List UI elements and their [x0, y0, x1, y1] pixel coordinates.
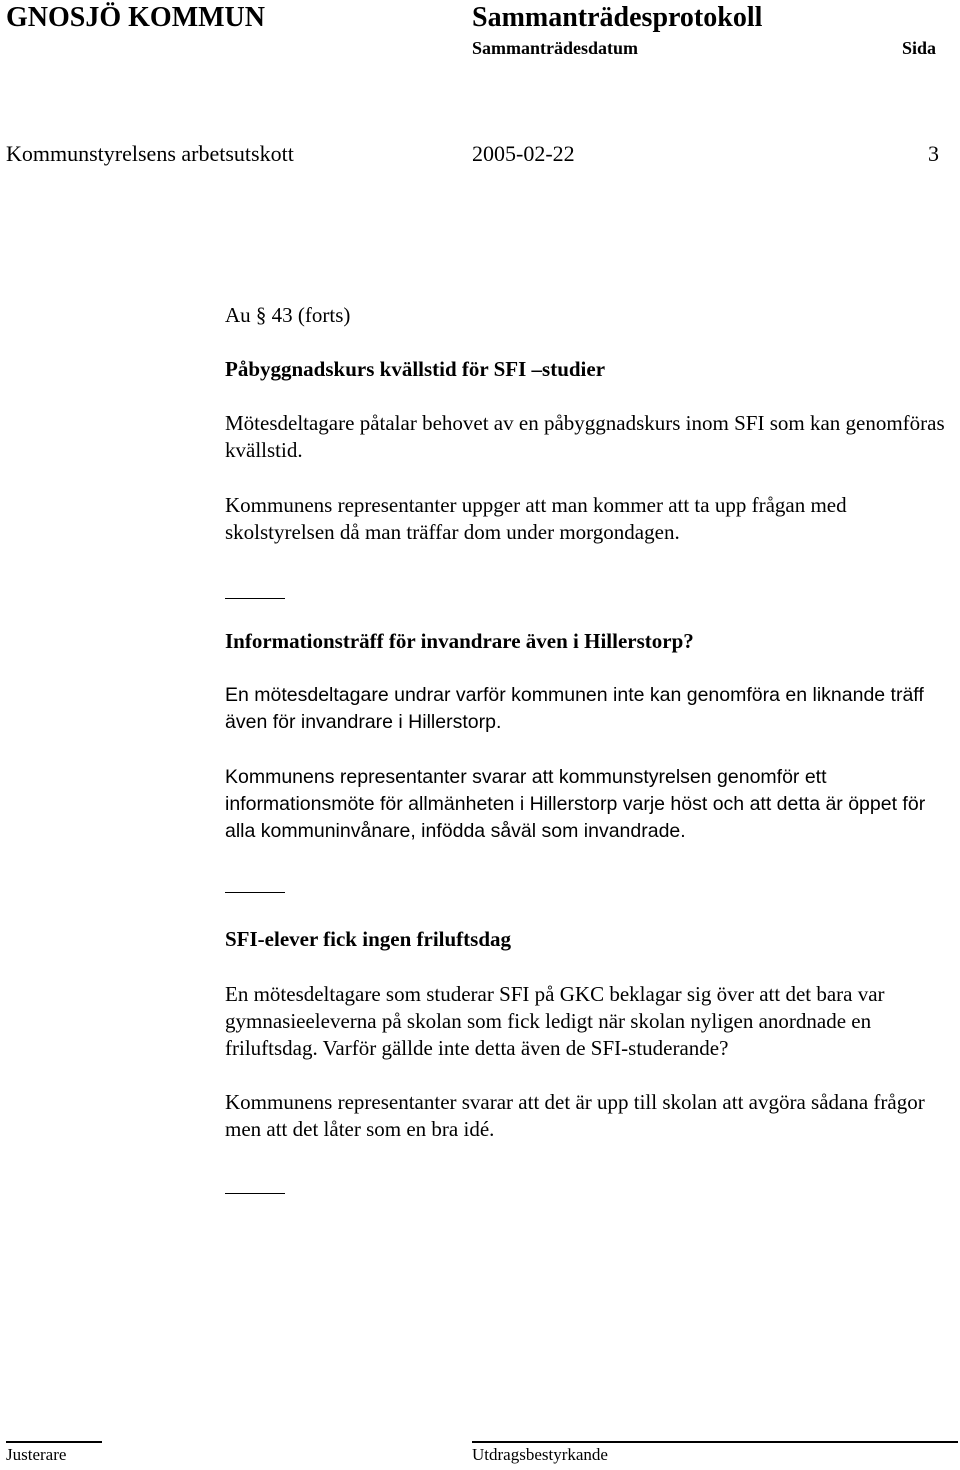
certification-label: Utdragsbestyrkande	[472, 1445, 608, 1464]
page-label: Sida	[902, 38, 937, 58]
paragraph: Mötesdeltagare påtalar behovet av en påbyggnadskurs inom SFI som kan genomföras kvällstid.	[225, 411, 945, 462]
section-heading: Påbyggnadskurs kvällstid för SFI –studier	[225, 357, 606, 381]
footer-certification-line	[472, 1441, 958, 1443]
meeting-date: 2005-02-22	[472, 141, 575, 166]
section-heading: Informationsträff för invandrare även i Hillerstorp?	[225, 629, 694, 653]
paragraph: En mötesdeltagare undrar varför kommunen inte kan genomföra en liknande träff även för invandrare i Hillerstorp.	[225, 684, 924, 733]
footer-signature-line	[6, 1441, 102, 1443]
page-number: 3	[928, 141, 939, 166]
section-heading: SFI-elever fick ingen friluftsdag	[225, 927, 512, 951]
document-title: Sammanträdesprotokoll	[472, 2, 763, 33]
paragraph: Kommunens representanter svarar att kommunstyrelsen genomför ett informationsmöte för allmänheten i Hillerstorp varje höst och att detta är öppet för alla kommuninvånare, infödda såväl som invandrade.	[225, 766, 926, 842]
section-divider	[225, 892, 285, 893]
organization-name: GNOSJÖ KOMMUN	[6, 2, 265, 33]
meeting-date-label: Sammanträdesdatum	[472, 38, 639, 58]
paragraph: Kommunens representanter uppger att man kommer att ta upp frågan med skolstyrelsen då man träffar dom under morgondagen.	[225, 493, 847, 544]
paragraph: En mötesdeltagare som studerar SFI på GKC beklagar sig över att det bara var gymnasieeleverna på skolan som fick ledigt när skolan nyligen anordnade en friluftsdag. Varför gällde inte detta även de SFI-studerande?	[225, 982, 885, 1060]
paragraph: Kommunens representanter svarar att det är upp till skolan att avgöra sådana frågor men att det låter som en bra idé.	[225, 1090, 925, 1141]
section-divider	[225, 598, 285, 599]
adjuster-label: Justerare	[6, 1445, 67, 1464]
section-divider	[225, 1193, 285, 1194]
committee-name: Kommunstyrelsens arbetsutskott	[6, 141, 294, 166]
item-reference: Au § 43 (forts)	[225, 303, 351, 327]
